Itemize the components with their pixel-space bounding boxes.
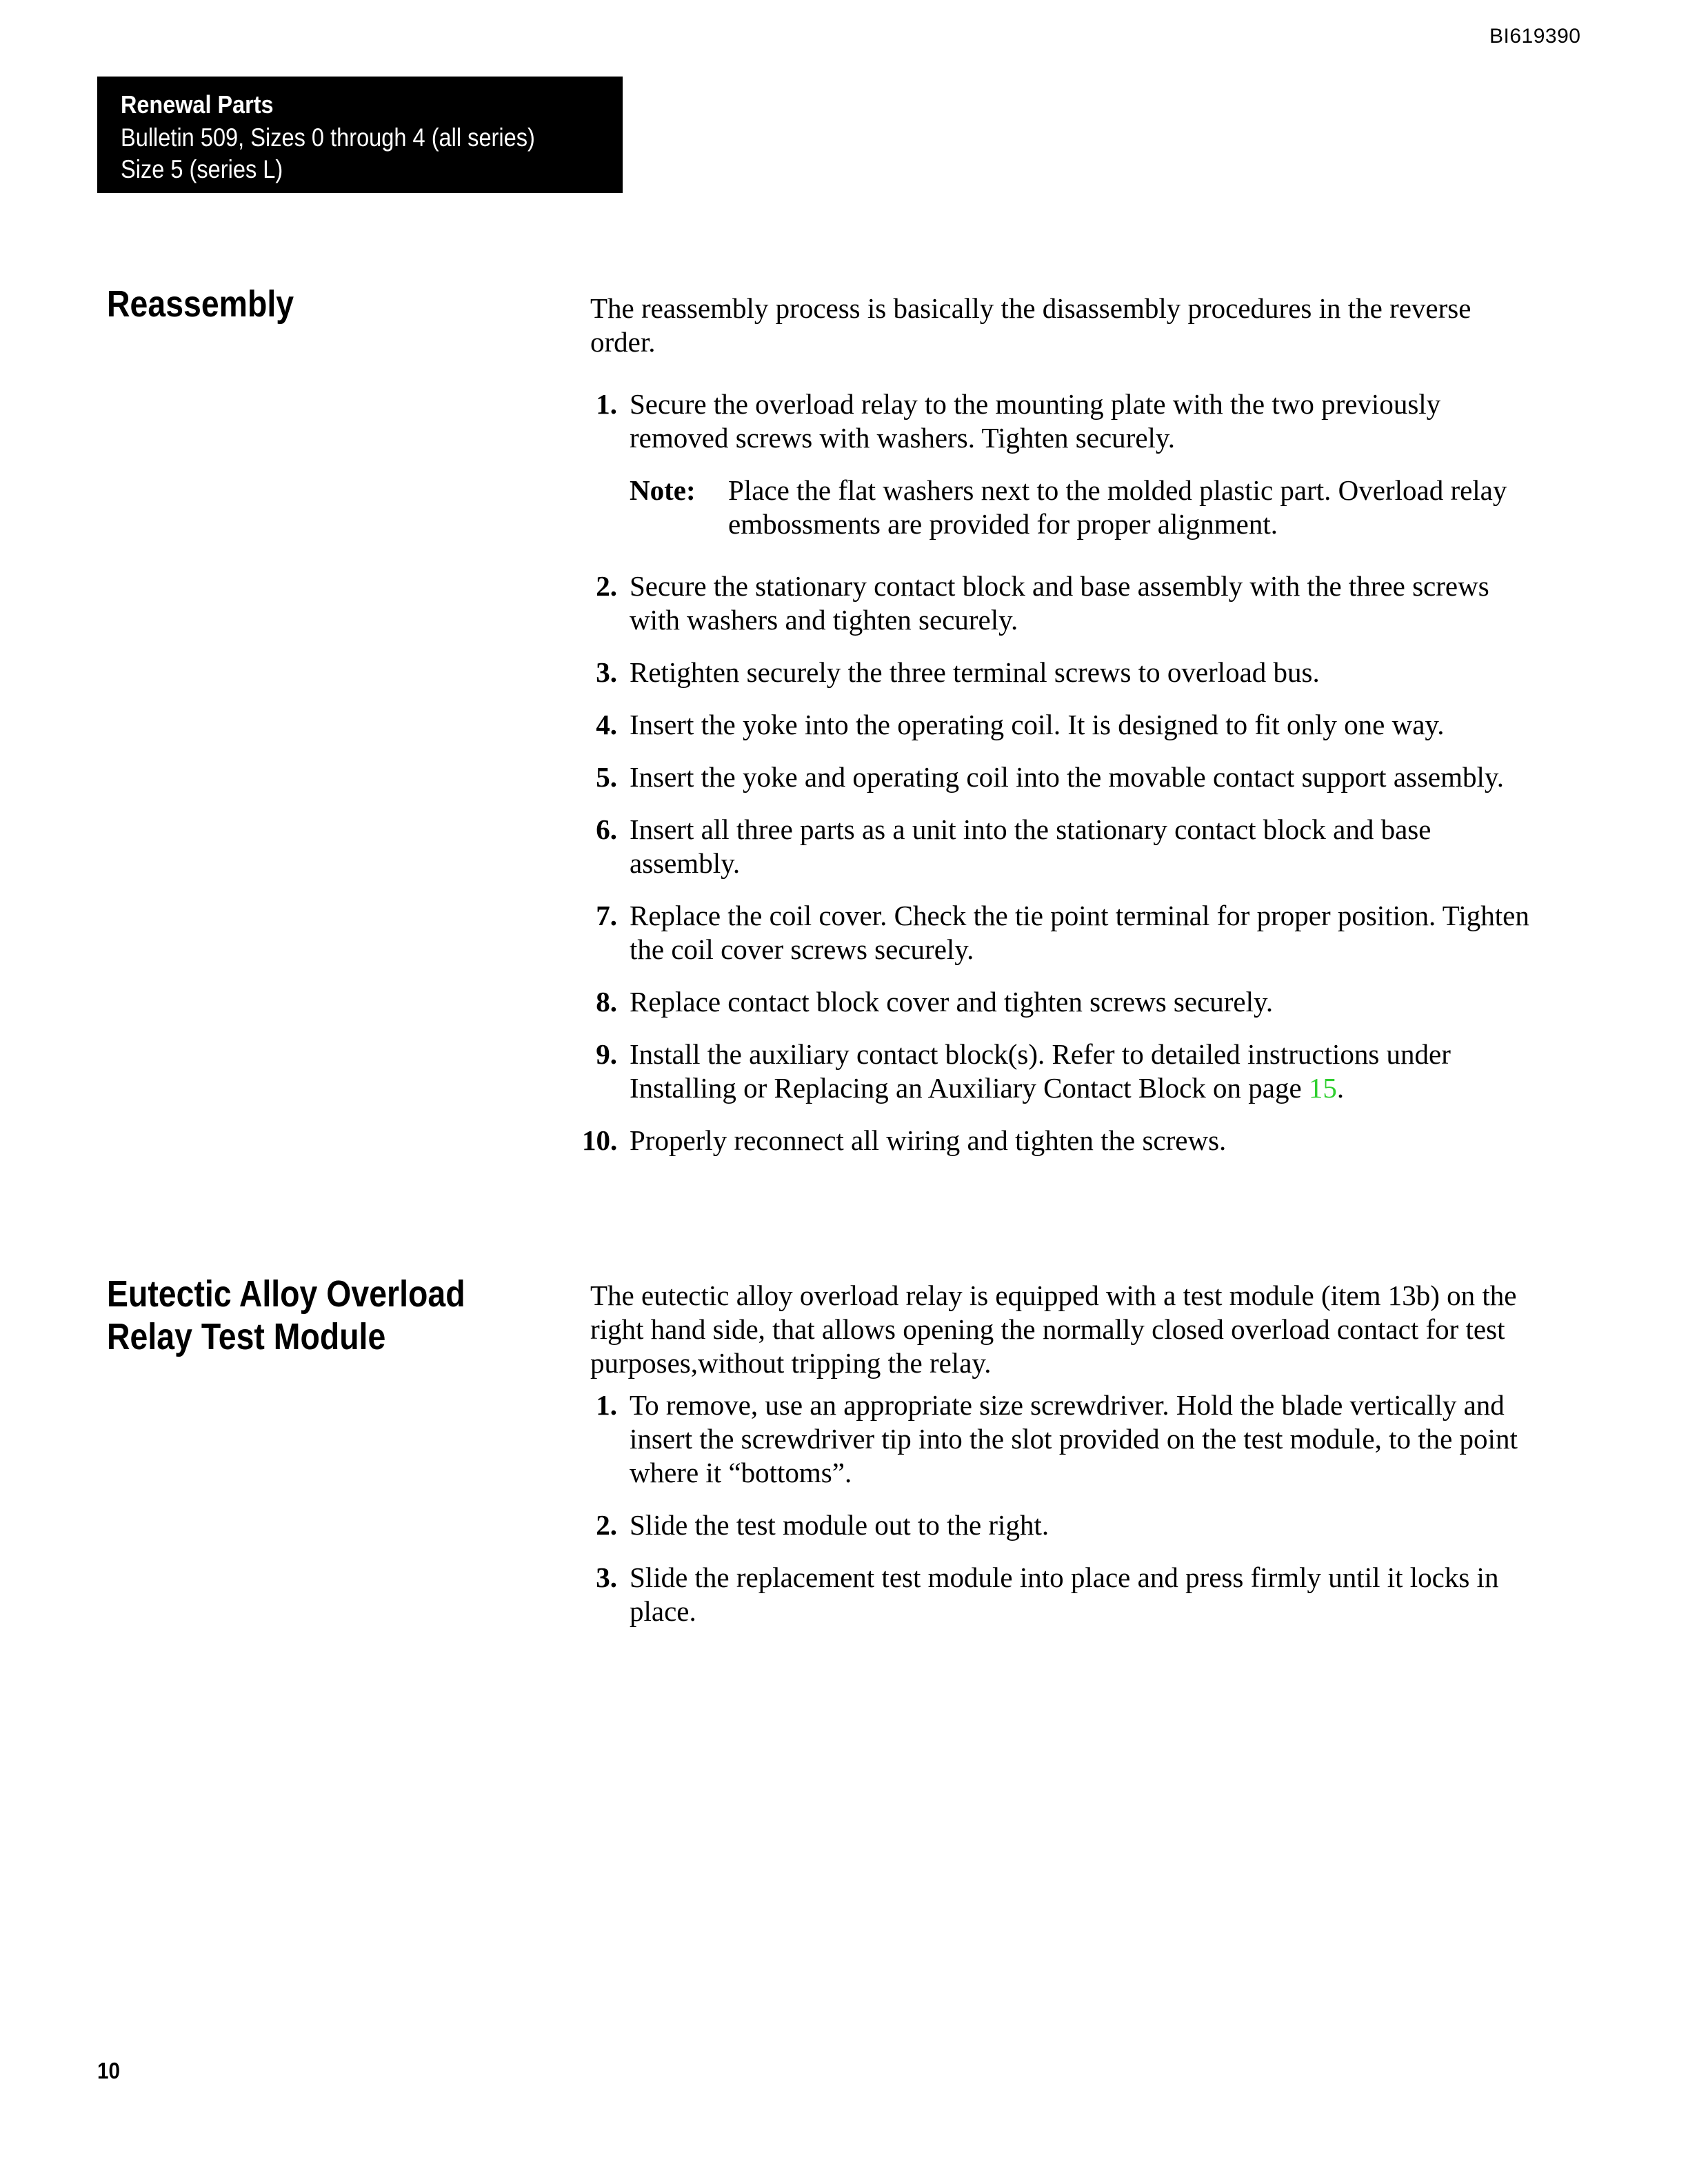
list-item xyxy=(582,1124,1542,1157)
note-text: Place the flat washers next to the molded plastic part. Overload relay embossments are provided for proper alignment. xyxy=(728,474,1507,540)
list-item xyxy=(590,813,1542,880)
step-number: 1. xyxy=(596,388,617,420)
reassembly-steps-continued xyxy=(582,569,1542,1157)
list-item xyxy=(590,387,1542,455)
step-number: 6. xyxy=(596,813,617,845)
list-item xyxy=(590,1038,1542,1105)
step-number: 9. xyxy=(596,1038,617,1070)
list-item xyxy=(590,985,1542,1019)
note-block xyxy=(590,474,1542,541)
test-module-intro: The eutectic alloy overload relay is equipped with a test module (item 13b) on the right hand side, that allows opening the normally closed overload contact for test purposes,without tripping the relay. xyxy=(590,1280,1517,1379)
page-reference-link[interactable]: 15 xyxy=(1308,1072,1337,1104)
step-text xyxy=(630,1038,1451,1104)
list-item xyxy=(590,656,1542,689)
list-item xyxy=(590,1388,1542,1490)
page-number: 10 xyxy=(97,2058,121,2083)
step-number: 2. xyxy=(596,570,617,602)
step-number: 1. xyxy=(596,1389,617,1421)
list-item xyxy=(590,708,1542,742)
document-id: BI619390 xyxy=(1489,25,1581,48)
step-text: Retighten securely the three terminal screws to overload bus. xyxy=(630,656,1320,688)
step-number: 2. xyxy=(596,1509,617,1541)
step-number: 7. xyxy=(596,900,617,931)
header-subtitle-line1: Bulletin 509, Sizes 0 through 4 (all series) xyxy=(121,123,535,152)
list-item xyxy=(590,760,1542,794)
step-number: 10. xyxy=(582,1124,618,1156)
list-item xyxy=(590,1508,1542,1542)
step-text: Replace contact block cover and tighten screws securely. xyxy=(630,986,1274,1018)
step-text: Insert the yoke into the operating coil. It is designed to fit only one way. xyxy=(630,709,1445,740)
step-text: To remove, use an appropriate size screwdriver. Hold the blade vertically and insert the screwdriver tip into the slot provided on the test module, to the point where it “bottoms”. xyxy=(630,1389,1518,1488)
step-number: 4. xyxy=(596,709,617,740)
test-module-steps xyxy=(590,1388,1542,1628)
step-number: 3. xyxy=(596,656,617,688)
list-item xyxy=(590,899,1542,967)
step-text: Secure the overload relay to the mounting plate with the two previously removed screws with washers. Tighten securely. xyxy=(630,388,1441,454)
reassembly-steps xyxy=(590,387,1542,455)
step-text-main: Install the auxiliary contact block(s). Refer to detailed instructions under Installing or Replacing an Auxiliary Contact Block on page xyxy=(630,1038,1451,1104)
list-item xyxy=(590,1561,1542,1628)
step-number: 8. xyxy=(596,986,617,1018)
step-text: Slide the test module out to the right. xyxy=(630,1509,1049,1541)
step-text: Properly reconnect all wiring and tighten the screws. xyxy=(630,1124,1227,1156)
note-label: Note: xyxy=(630,474,696,506)
test-module-heading-line1: Eutectic Alloy Overload xyxy=(107,1273,465,1315)
step-text-end: . xyxy=(1336,1072,1345,1104)
test-module-heading-line2: Relay Test Module xyxy=(107,1316,386,1357)
step-text: Replace the coil cover. Check the tie point terminal for proper position. Tighten the coil cover screws securely. xyxy=(630,900,1529,965)
step-text: Insert the yoke and operating coil into the movable contact support assembly. xyxy=(630,761,1504,793)
step-text: Insert all three parts as a unit into the stationary contact block and base assembly. xyxy=(630,813,1431,879)
test-module-body xyxy=(590,1279,1542,1628)
step-number: 5. xyxy=(596,761,617,793)
header-banner xyxy=(97,77,623,193)
header-title: Renewal Parts xyxy=(121,90,274,119)
step-text: Slide the replacement test module into place and press firmly until it locks in place. xyxy=(630,1561,1499,1627)
list-item xyxy=(590,569,1542,637)
header-subtitle-line2: Size 5 (series L) xyxy=(121,155,283,183)
reassembly-body xyxy=(582,292,1542,1157)
reassembly-intro: The reassembly process is basically the disassembly procedures in the reverse order. xyxy=(590,292,1471,358)
step-text: Secure the stationary contact block and base assembly with the three screws with washers and tighten securely. xyxy=(630,570,1489,636)
reassembly-heading: Reassembly xyxy=(107,283,294,325)
step-number: 3. xyxy=(596,1561,617,1593)
test-module-heading xyxy=(107,1273,465,1358)
